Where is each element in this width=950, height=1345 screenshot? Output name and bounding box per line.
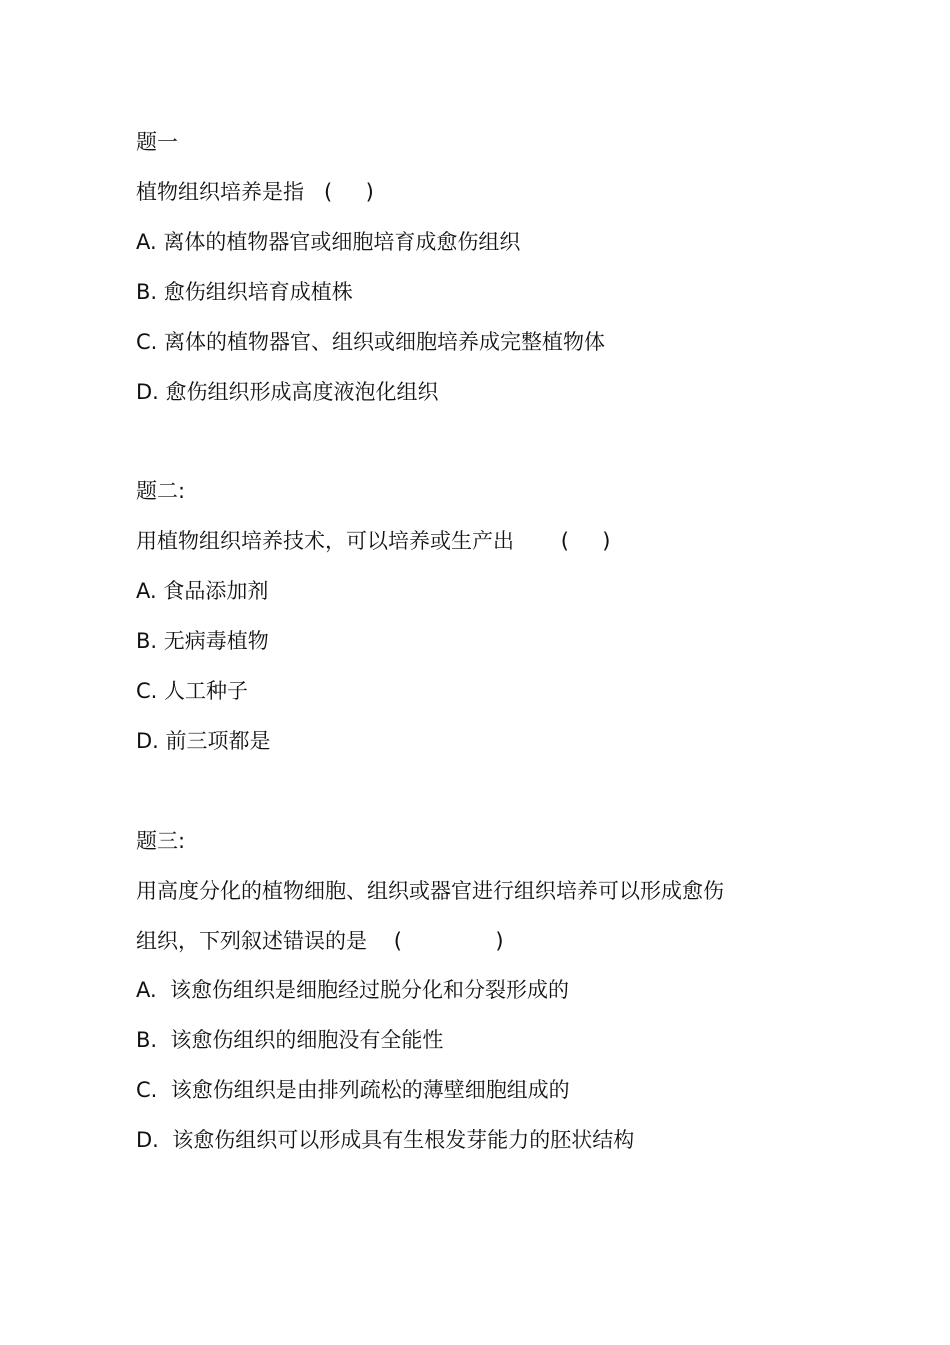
- question-1-stem: 植物组织培养是指 ( ): [136, 180, 374, 204]
- question-1-option-d: D. 愈伤组织形成高度液泡化组织: [136, 380, 439, 404]
- question-3-option-a: A. 该愈伤组织是细胞经过脱分化和分裂形成的: [136, 978, 570, 1002]
- question-3-stem-line-2: 组织，下列叙述错误的是 ( ): [136, 929, 504, 953]
- question-1-title: 题一: [136, 130, 178, 154]
- question-1-option-c: C. 离体的植物器官、组织或细胞培养成完整植物体: [136, 330, 606, 354]
- question-2-option-d: D. 前三项都是: [136, 729, 271, 753]
- question-1-option-a: A. 离体的植物器官或细胞培育成愈伤组织: [136, 230, 521, 254]
- question-2-option-b: B. 无病毒植物: [136, 629, 269, 653]
- question-3-title: 题三:: [136, 829, 186, 853]
- question-1-option-b: B. 愈伤组织培育成植株: [136, 280, 353, 304]
- question-3-option-d: D. 该愈伤组织可以形成具有生根发芽能力的胚状结构: [136, 1128, 635, 1152]
- question-3-option-c: C. 该愈伤组织是由排列疏松的薄壁细胞组成的: [136, 1078, 570, 1102]
- question-2-title: 题二:: [136, 479, 186, 503]
- question-3-stem-line-1: 用高度分化的植物细胞、组织或器官进行组织培养可以形成愈伤: [136, 879, 724, 903]
- question-2-stem: 用植物组织培养技术，可以培养或生产出 ( ): [136, 529, 611, 553]
- question-2-option-a: A. 食品添加剂: [136, 579, 269, 603]
- question-3-option-b: B. 该愈伤组织的细胞没有全能性: [136, 1028, 444, 1052]
- question-2-option-c: C. 人工种子: [136, 679, 249, 703]
